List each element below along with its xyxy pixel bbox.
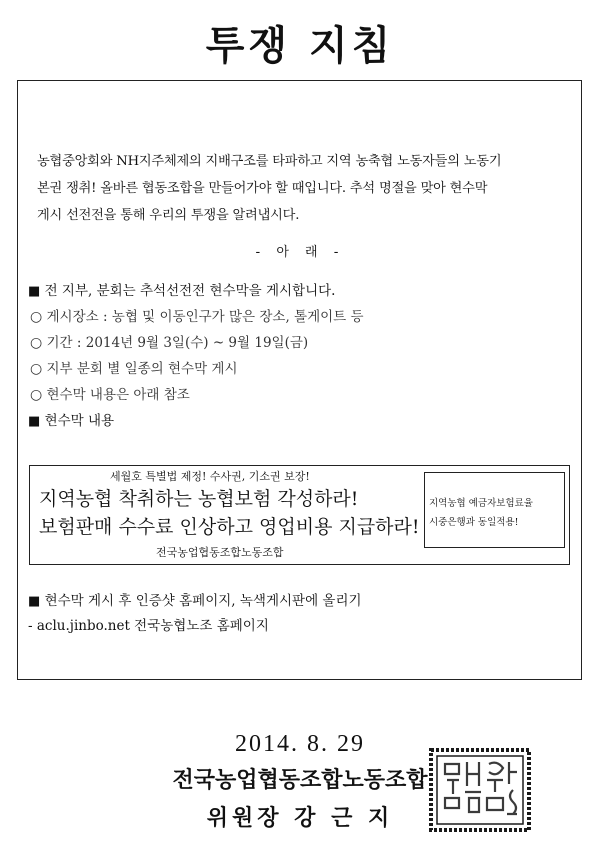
- banner-preview: [29, 465, 570, 565]
- intro-paragraph: [37, 148, 567, 229]
- section1-heading-row: [28, 279, 335, 299]
- list-item: [30, 357, 238, 377]
- side-box-line: 시중은행과 동일적용!: [429, 517, 519, 528]
- list-item: [30, 305, 364, 325]
- chairman-signature-line: 위원장 강 근 지: [206, 806, 394, 831]
- document-date: 2014. 8. 29: [235, 731, 365, 757]
- circle-bullet-icon: ○: [30, 361, 43, 377]
- page-title: 투쟁 지침: [205, 23, 395, 69]
- side-box-line: 지역농협 예금자보험료율: [429, 498, 533, 509]
- section3-heading: 현수막 게시 후 인증샷 홈페이지, 녹색게시판에 올리기: [44, 593, 362, 609]
- below-heading: - 아 래 -: [255, 245, 345, 260]
- list-item-text: 게시장소 : 농협 및 이동인구가 많은 장소, 톨게이트 등: [46, 309, 364, 325]
- homepage-link[interactable]: - aclu.jinbo.net 전국농협노조 홈페이지: [28, 618, 269, 634]
- circle-bullet-icon: ○: [30, 387, 43, 403]
- section2-heading: 현수막 내용: [44, 413, 115, 429]
- circle-bullet-icon: ○: [30, 309, 43, 325]
- footer-organization: 전국농업협동조합노동조합: [172, 768, 428, 793]
- square-bullet-icon: ■: [28, 414, 41, 429]
- list-item: [30, 331, 308, 351]
- list-item-text: 기간 : 2014년 9월 3일(수) ~ 9월 19일(금): [46, 335, 309, 351]
- banner-subtitle: 세월호 특별법 제정! 수사권, 기소권 보장!: [110, 470, 310, 483]
- square-bullet-icon: ■: [28, 284, 41, 299]
- list-item-text: 지부 분회 별 일종의 현수막 게시: [46, 361, 238, 377]
- list-item-text: 현수막 내용은 아래 참조: [46, 387, 190, 403]
- banner-side-box: [424, 472, 565, 548]
- section1-heading: 전 지부, 분회는 추석선전전 현수막을 게시합니다.: [44, 283, 336, 299]
- official-seal-icon: [425, 744, 535, 836]
- list-item: [30, 383, 190, 403]
- intro-line: 농협중앙회와 NH지주체제의 지배구조를 타파하고 지역 농축협 노동자들의 노동기: [37, 154, 502, 169]
- section3-heading-row: [28, 589, 362, 609]
- section2-heading-row: [28, 409, 114, 429]
- banner-organization: 전국농업협동조합노동조합: [156, 546, 284, 559]
- circle-bullet-icon: ○: [30, 335, 43, 351]
- intro-line: 게시 선전전을 통해 우리의 투쟁을 알려냅시다.: [37, 208, 300, 223]
- banner-main-line: 보험판매 수수료 인상하고 영업비용 지급하라!: [39, 516, 420, 538]
- intro-line: 본권 쟁취! 올바른 협동조합을 만들어가야 할 때입니다. 추석 명절을 맞아 현수막: [37, 181, 488, 196]
- banner-main-line: 지역농협 착취하는 농협보험 각성하라!: [39, 488, 359, 510]
- square-bullet-icon: ■: [28, 594, 41, 609]
